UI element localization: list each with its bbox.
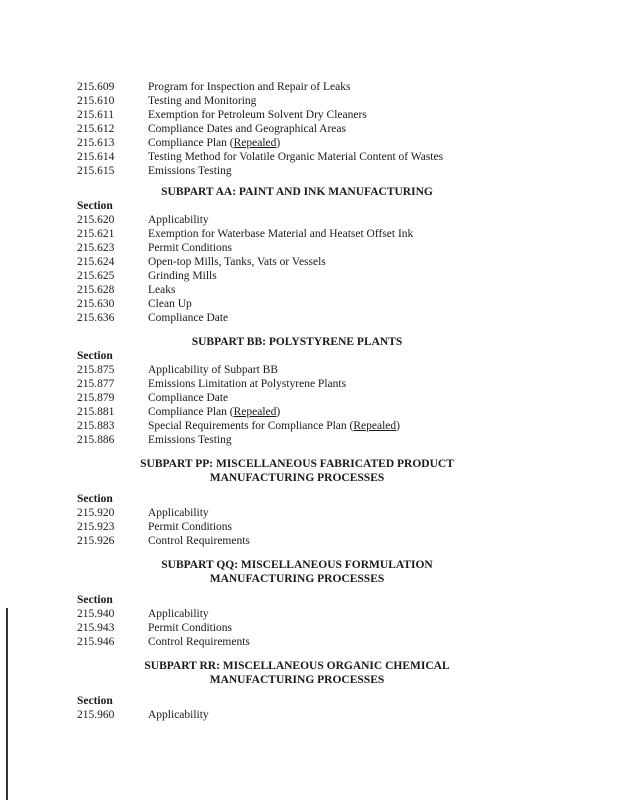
section-title: Applicability xyxy=(148,214,209,226)
section-number: 215.879 xyxy=(77,392,115,404)
title-suffix: ) xyxy=(276,406,281,418)
subpart-heading-line-2: MANUFACTURING PROCESSES xyxy=(209,472,385,484)
repealed-marker: Repealed xyxy=(353,420,397,432)
section-number: 215.886 xyxy=(77,434,115,446)
section-title: Permit Conditions xyxy=(148,622,233,634)
toc-entry xyxy=(77,122,557,136)
subpart-qq xyxy=(77,558,557,649)
subpart-heading-line-1: SUBPART QQ: MISCELLANEOUS FORMULATION xyxy=(161,559,433,571)
section-number: 215.881 xyxy=(77,406,115,418)
section-number: 215.946 xyxy=(77,636,115,648)
table-of-contents xyxy=(77,80,557,722)
section-title: Applicability xyxy=(148,608,209,620)
section-number: 215.943 xyxy=(77,622,115,634)
repealed-marker: Repealed xyxy=(233,137,277,149)
section-title: Clean Up xyxy=(148,298,192,310)
toc-entry xyxy=(77,227,557,241)
toc-entry xyxy=(77,433,557,447)
subpart-rr xyxy=(77,659,557,722)
section-title: Program for Inspection and Repair of Leaks xyxy=(148,81,351,93)
section-title xyxy=(148,136,557,150)
section-label: Section xyxy=(77,594,113,606)
section-number: 215.624 xyxy=(77,256,115,268)
section-number: 215.613 xyxy=(77,137,115,149)
title-prefix: Compliance Plan ( xyxy=(148,137,234,149)
toc-entry xyxy=(77,635,557,649)
section-title: Applicability of Subpart BB xyxy=(148,364,279,376)
subpart-pp xyxy=(77,457,557,548)
section-label: Section xyxy=(77,350,113,362)
toc-entry xyxy=(77,534,557,548)
toc-entry xyxy=(77,506,557,520)
section-title: Applicability xyxy=(148,709,209,721)
toc-entry xyxy=(77,269,557,283)
toc-entry xyxy=(77,164,557,178)
toc-entry xyxy=(77,150,557,164)
section-number: 215.620 xyxy=(77,214,115,226)
toc-entry xyxy=(77,136,557,150)
section-title: Emissions Testing xyxy=(148,165,232,177)
section-number: 215.920 xyxy=(77,507,115,519)
section-number: 215.623 xyxy=(77,242,115,254)
subpart-heading-line-1: SUBPART RR: MISCELLANEOUS ORGANIC CHEMICAL xyxy=(144,660,450,672)
section-number: 215.923 xyxy=(77,521,115,533)
toc-entry xyxy=(77,297,557,311)
subpart-heading-line-2: MANUFACTURING PROCESSES xyxy=(209,573,385,585)
section-label: Section xyxy=(77,200,113,212)
toc-entry xyxy=(77,377,557,391)
section-title: Control Requirements xyxy=(148,535,250,547)
toc-entry xyxy=(77,213,557,227)
section-number: 215.883 xyxy=(77,420,115,432)
toc-entry xyxy=(77,419,557,433)
subpart-heading: SUBPART BB: POLYSTYRENE PLANTS xyxy=(191,336,403,348)
toc-entry xyxy=(77,520,557,534)
section-title: Exemption for Waterbase Material and Heatset Offset Ink xyxy=(148,228,414,240)
toc-entry xyxy=(77,363,557,377)
section-number: 215.625 xyxy=(77,270,115,282)
title-prefix: Compliance Plan ( xyxy=(148,406,234,418)
section-number: 215.960 xyxy=(77,709,115,721)
toc-entry xyxy=(77,708,557,722)
section-number: 215.615 xyxy=(77,165,115,177)
section-title: Testing and Monitoring xyxy=(148,95,257,107)
section-title xyxy=(148,405,557,419)
section-number: 215.614 xyxy=(77,151,115,163)
section-title: Permit Conditions xyxy=(148,242,233,254)
repealed-marker: Repealed xyxy=(233,406,277,418)
section-number: 215.609 xyxy=(77,81,115,93)
section-title: Testing Method for Volatile Organic Material Content of Wastes xyxy=(148,151,444,163)
section-title: Control Requirements xyxy=(148,636,250,648)
subpart-bb xyxy=(77,335,557,447)
toc-entry xyxy=(77,241,557,255)
section-title: Emissions Testing xyxy=(148,434,232,446)
section-number: 215.940 xyxy=(77,608,115,620)
section-number: 215.628 xyxy=(77,284,115,296)
section-title xyxy=(148,419,557,433)
toc-entry xyxy=(77,255,557,269)
section-number: 215.610 xyxy=(77,95,115,107)
section-number: 215.612 xyxy=(77,123,115,135)
toc-entry xyxy=(77,607,557,621)
toc-entry xyxy=(77,391,557,405)
section-title: Leaks xyxy=(148,284,176,296)
section-number: 215.877 xyxy=(77,378,115,390)
section-title: Compliance Dates and Geographical Areas xyxy=(148,123,346,135)
subpart-heading-line-2: MANUFACTURING PROCESSES xyxy=(209,674,385,686)
section-label: Section xyxy=(77,695,113,707)
section-number: 215.630 xyxy=(77,298,115,310)
section-number: 215.611 xyxy=(77,109,114,121)
toc-entry xyxy=(77,94,557,108)
subpart-heading: SUBPART AA: PAINT AND INK MANUFACTURING xyxy=(161,186,433,198)
toc-entry xyxy=(77,621,557,635)
title-suffix: ) xyxy=(276,137,281,149)
section-title: Compliance Date xyxy=(148,312,229,324)
subpart-aa xyxy=(77,185,557,325)
section-number: 215.636 xyxy=(77,312,115,324)
section-label: Section xyxy=(77,493,113,505)
section-number: 215.621 xyxy=(77,228,115,240)
toc-entry xyxy=(77,108,557,122)
section-number: 215.926 xyxy=(77,535,115,547)
section-title: Permit Conditions xyxy=(148,521,233,533)
title-prefix: Special Requirements for Compliance Plan ( xyxy=(148,420,354,432)
section-title: Grinding Mills xyxy=(148,270,217,282)
toc-list-top xyxy=(77,80,557,178)
section-title: Open-top Mills, Tanks, Vats or Vessels xyxy=(148,256,326,268)
section-title: Emissions Limitation at Polystyrene Plants xyxy=(148,378,347,390)
section-number: 215.875 xyxy=(77,364,115,376)
subpart-heading-line-1: SUBPART PP: MISCELLANEOUS FABRICATED PRODUCT xyxy=(140,458,454,470)
toc-entry xyxy=(77,405,557,419)
section-title: Applicability xyxy=(148,507,209,519)
toc-entry xyxy=(77,311,557,325)
left-margin-rule xyxy=(6,608,8,800)
section-title: Exemption for Petroleum Solvent Dry Cleaners xyxy=(148,109,367,121)
section-title: Compliance Date xyxy=(148,392,229,404)
toc-entry xyxy=(77,283,557,297)
toc-entry xyxy=(77,80,557,94)
title-suffix: ) xyxy=(396,420,400,432)
